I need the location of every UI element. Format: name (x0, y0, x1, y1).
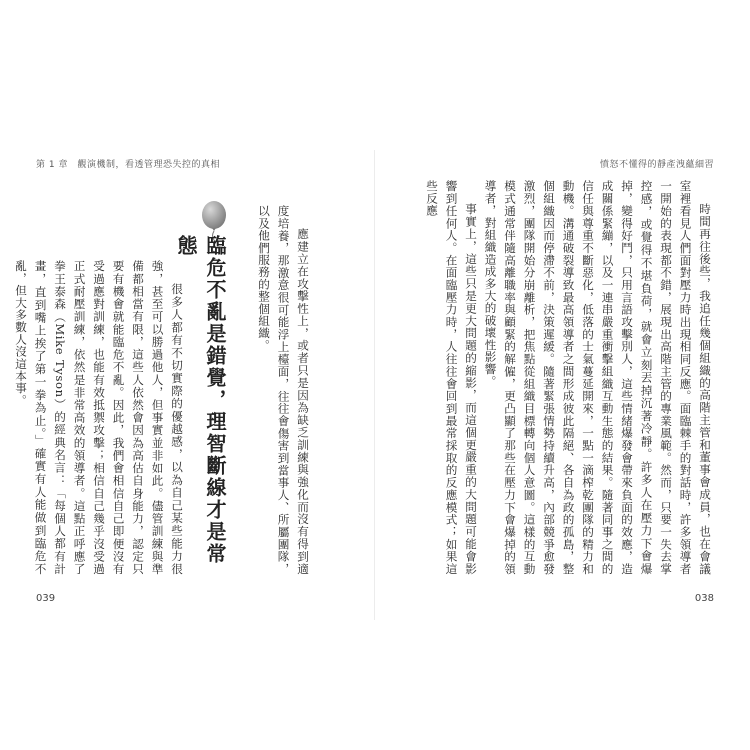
section-heading: 臨危不亂是錯覺，理智斷線才是常態 (174, 235, 227, 565)
right-body-text (404, 180, 714, 575)
right-paragraph-2: 事實上，這些只是更大問題的縮影，而這個更嚴重的大問題可能會影響到任何人。在面臨壓力時，人往往會回到最常採取的反應模式；如果這些反應 (425, 180, 478, 575)
left-paragraph-2 (14, 260, 186, 575)
page-number-left: 039 (36, 593, 56, 604)
running-head-right: 憤怒不懂得的靜產洩蘊細習 (599, 160, 714, 170)
page-number-right: 038 (694, 593, 714, 604)
left-paragraph-2-text: 很多人都有不切實際的優越感，以為自己某些能力很強，甚至可以勝過他人，但事實並非如此。儘管訓練與準備都相當有限，這些人依然會因為高估自身能力，認定只要有機會就能臨危不亂。因此，我們會相信自己即便沒有受過應對訓練，也能有效抵禦攻擊；相信自己幾乎沒受過正式耐壓訓練，依然是非常高效的領導者。這點正呼應了拳王泰森（Mike Tyson）的經典名言：「每個人都有計畫，直到嘴上挨了第一拳為止。」確實有人能做到臨危不亂，但大多數人沒這本事。 (14, 260, 184, 575)
running-head-left: 第 1 章 觀演機制，看透管理恐失控的真相 (36, 160, 220, 170)
right-page (375, 0, 750, 750)
left-paragraph-1-text: 應建立在攻擊性上，或者只是因為缺乏訓練與強化而沒有得到適度培養，那激意很可能浮上檯面，往往會傷害到當事人、所屬團隊，以及他們服務的整個組織。 (257, 205, 310, 575)
right-paragraph-1: 時間再往後些，我追任幾個組織的高階主管和董事會成員，也在會議室裡看見人們面對壓力時出現相同反應。面臨棘手的對話時，許多領導者一開始的表現都不錯，展現出高階主管的專業風範。然而，只要一失去掌控感，或覺得不堪負荷，就會立刻丟掉沉著冷靜。許多人在壓力下會爆掉，變得好鬥，只用言語攻擊別人，這些情緒爆發會帶來負面的效應，造成關係緊繃，以及一連串嚴重衝擊組織互動生態的結果。隨著同事之間的信任與尊重不斷惡化，低落的士氣蔓延開來，一點一滴榨乾團隊的精力和動機。溝通破裂導致最高領導者之間形成彼此隔絕、各自為政的孤島，整個組織因而停滯不前，決策遲緩。隨著緊張情勢持續升高，內部競爭愈發激烈，團隊開始分崩離析，把焦點從組織目標轉向個人意圖。這樣的互動模式通常伴隨高離職率與顧緊的解僱，更凸顯了那些在壓力下會爆掉的領導者，對組織造成多大的破壞性影響。 (483, 180, 712, 575)
